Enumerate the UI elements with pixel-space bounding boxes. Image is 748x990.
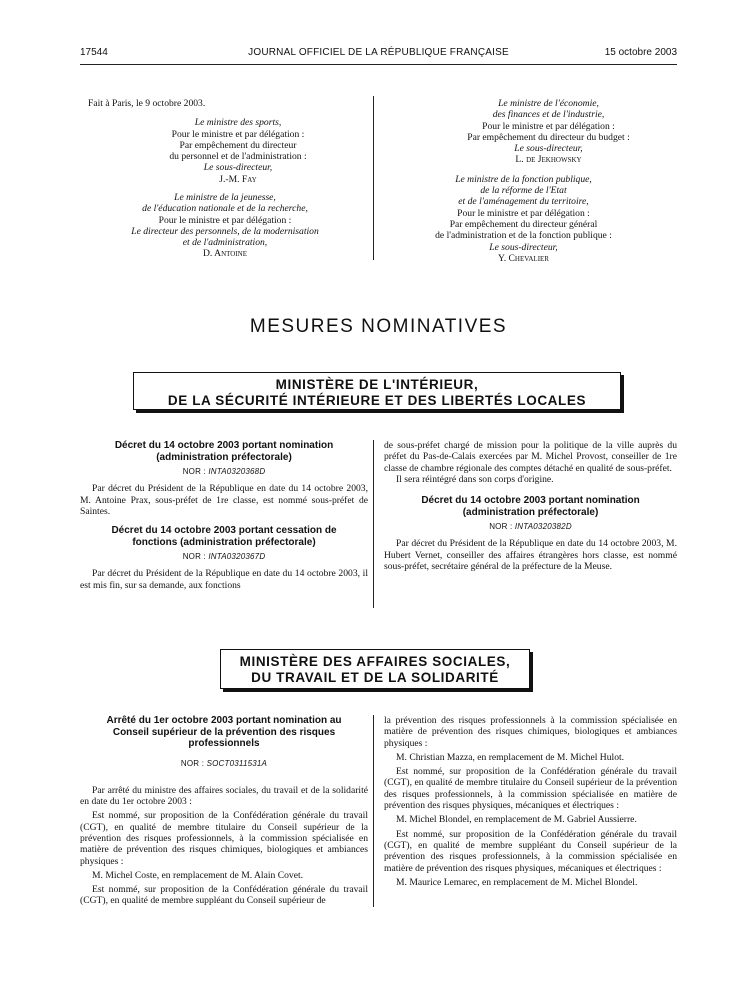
delegation-line: Par empêchement du directeur du budget : <box>467 131 630 143</box>
ministry-interieur-box <box>133 372 621 410</box>
fait-line: Fait à Paris, le 9 octobre 2003. <box>88 98 206 109</box>
signature-divider <box>373 96 374 260</box>
decret3-nor-label: NOR : <box>489 522 513 532</box>
ministry-affaires-sociales-box <box>220 649 530 689</box>
signatory-name: L. de Jekhowsky <box>515 154 582 166</box>
delegation-line: de l'administration et de la fonction publique : <box>435 230 612 242</box>
affaires-sociales-left-column <box>80 715 368 910</box>
delegation-line: Pour le ministre et par délégation : <box>158 214 292 226</box>
signatory-title: et de l'aménagement du territoire, <box>458 196 589 208</box>
decret2-nor <box>80 551 368 562</box>
arrete-right-para: M. Michel Blondel, en remplacement de M. Gabriel Aussierre. <box>396 814 637 826</box>
arrete-right-para: Est nommé, sur proposition de la Confédération générale du travail (CGT), en qualité de membre titulaire du Conseil supérieur de la prévention des risques professionnels, à la commission spécialisée en matière de prévention des risques physiques, mécaniques et électriques : <box>384 766 677 812</box>
signatory-title: des finances et de l'industrie, <box>492 109 605 121</box>
decret2-nor-label: NOR : <box>182 552 206 562</box>
decret3-title: Décret du 14 octobre 2003 portant nomination (administration préfectorale) <box>421 495 640 518</box>
affaires-sociales-right-column <box>384 715 677 891</box>
issue-date: 15 octobre 2003 <box>604 47 677 58</box>
signatures-right <box>380 98 677 264</box>
decret2-body2: Il sera réintégré dans son corps d'origine. <box>396 473 554 485</box>
decret1-nor-label: NOR : <box>182 467 206 476</box>
ministry-interieur-line2: DE LA SÉCURITÉ INTÉRIEURE ET DES LIBERTÉS LOCALES <box>167 393 587 408</box>
arrete-nor-label: NOR : <box>180 758 205 768</box>
signature-education <box>80 192 370 260</box>
decret2-nor-code: INTA0320367D <box>208 552 266 562</box>
interieur-left-column <box>80 440 368 591</box>
interieur-right-column <box>384 440 677 572</box>
arrete-right-para: M. Maurice Lemarec, en remplacement de M. Michel Blondel. <box>396 876 638 888</box>
decret1-body: Par décret du Président de la République en date du 14 octobre 2003, M. Antoine Prax, sous-préfet de 1re classe, est nommé sous-préfet de Saintes. <box>80 483 368 517</box>
decret2-body: Par décret du Président de la République en date du 14 octobre 2003, il est mis fin, sur sa demande, aux fonctions <box>80 568 368 591</box>
journal-title: JOURNAL OFFICIEL DE LA RÉPUBLIQUE FRANÇAISE <box>248 47 509 58</box>
arrete-nor <box>80 758 368 769</box>
arrete-left-para: M. Michel Coste, en remplacement de M. Alain Covet. <box>92 869 304 881</box>
arrete-nor-code: SOCT0311531A <box>206 758 268 768</box>
signature-economie <box>420 98 677 166</box>
decret1-title: Décret du 14 octobre 2003 portant nomination (administration préfectorale) <box>114 440 334 463</box>
signatures-left <box>88 98 368 185</box>
signatures-left2 <box>80 192 370 260</box>
delegation-line: Pour le ministre et par délégation : <box>457 207 590 219</box>
decret1-nor <box>80 466 368 477</box>
signatory-title: de l'éducation nationale et de la recherche, <box>142 203 308 215</box>
signatory-title: Le ministre de l'économie, <box>498 98 599 109</box>
delegation-line: Par empêchement du directeur général <box>449 218 598 230</box>
arrete-left-para: Est nommé, sur proposition de la Confédération générale du travail (CGT), en qualité de membre suppléant du Conseil supérieur de <box>80 884 368 907</box>
signature-fonction-publique <box>380 174 667 264</box>
signatory-title: Le ministre de la fonction publique, <box>455 173 592 185</box>
mesures-nominatives-title: MESURES NOMINATIVES <box>249 316 508 337</box>
signature-sports <box>108 117 368 185</box>
delegation-line: Par empêchement du directeur <box>179 139 297 151</box>
interieur-divider <box>373 440 374 608</box>
decret3-nor-code: INTA0320382D <box>514 522 572 532</box>
arrete-left-para: Est nommé, sur proposition de la Confédération générale du travail (CGT), en qualité de membre titulaire du Conseil supérieur de la prévention des risques professionnels, à la commission spécialisée en matière de prévention des risques chimiques, biologiques et ambiances physiques : <box>80 810 368 867</box>
delegation-line: du personnel et de l'administration : <box>169 151 307 163</box>
signatory-title: Le sous-directeur, <box>489 241 558 253</box>
signatory-title: Le ministre des sports, <box>194 117 282 129</box>
page-number: 17544 <box>80 47 108 58</box>
signatory-title: Le ministre de la jeunesse, <box>174 192 276 203</box>
delegation-line: Pour le ministre et par délégation : <box>171 128 305 140</box>
signatory-name: Y. Chevalier <box>498 252 549 264</box>
ministry-interieur-line1: MINISTÈRE DE L'INTÉRIEUR, <box>275 377 479 392</box>
decret3-body: Par décret du Président de la République en date du 14 octobre 2003, M. Hubert Vernet, conseiller des affaires étrangères hors classe, est nommé sous-préfet, secrétaire général de la préfecture de la Meuse. <box>384 538 677 573</box>
decret2-body-continued: de sous-préfet chargé de mission pour la politique de la ville auprès du préfet du Pas-de-Calais exercées par M. Michel Provost, conseiller de 1re classe de chambre régionale des comptes détaché en qualité de sous-préfet. <box>384 440 677 474</box>
arrete-right-para: M. Christian Mazza, en remplacement de M. Michel Hulot. <box>396 751 625 763</box>
arrete-left-para: Par arrêté du ministre des affaires sociales, du travail et de la solidarité en date du 1er octobre 2003 : <box>80 784 368 808</box>
affaires-sociales-divider <box>373 715 374 907</box>
signatory-name: J.-M. Fay <box>219 173 257 185</box>
signatory-title: de la réforme de l'Etat <box>480 185 567 197</box>
ministry-affaires-sociales-line2: DU TRAVAIL ET DE LA SOLIDARITÉ <box>251 670 499 685</box>
signatory-title: Le sous-directeur, <box>203 162 273 174</box>
ministry-affaires-sociales-line1: MINISTÈRE DES AFFAIRES SOCIALES, <box>239 654 511 669</box>
arrete-right-para: Est nommé, sur proposition de la Confédération générale du travail (CGT), en qualité de membre suppléant du Conseil supérieur de la prévention des risques professionnels, à la commission spécialisée en matière de prévention des risques physiques, mécaniques et électriques : <box>384 828 677 874</box>
decret1-nor-code: INTA0320368D <box>208 467 266 476</box>
arrete-title: Arrêté du 1er octobre 2003 portant nomination au Conseil supérieur de la prévention des risques professionnels <box>106 715 342 749</box>
running-header <box>80 47 677 61</box>
header-rule <box>80 64 677 65</box>
arrete-right-first: la prévention des risques professionnels à la commission spécialisée en matière de prévention des risques chimiques, biologiques et ambiances physiques : <box>384 715 677 749</box>
signatory-title: et de l'administration, <box>182 237 268 249</box>
signatory-title: Le directeur des personnels, de la modernisation <box>131 225 319 237</box>
signatory-title: Le sous-directeur, <box>514 143 583 155</box>
decret3-nor <box>384 521 677 532</box>
decret2-title: Décret du 14 octobre 2003 portant cessation de fonctions (administration préfectorale) <box>111 525 337 548</box>
delegation-line: Pour le ministre et par délégation : <box>482 120 615 132</box>
signatory-name: D. Antoine <box>202 248 248 260</box>
